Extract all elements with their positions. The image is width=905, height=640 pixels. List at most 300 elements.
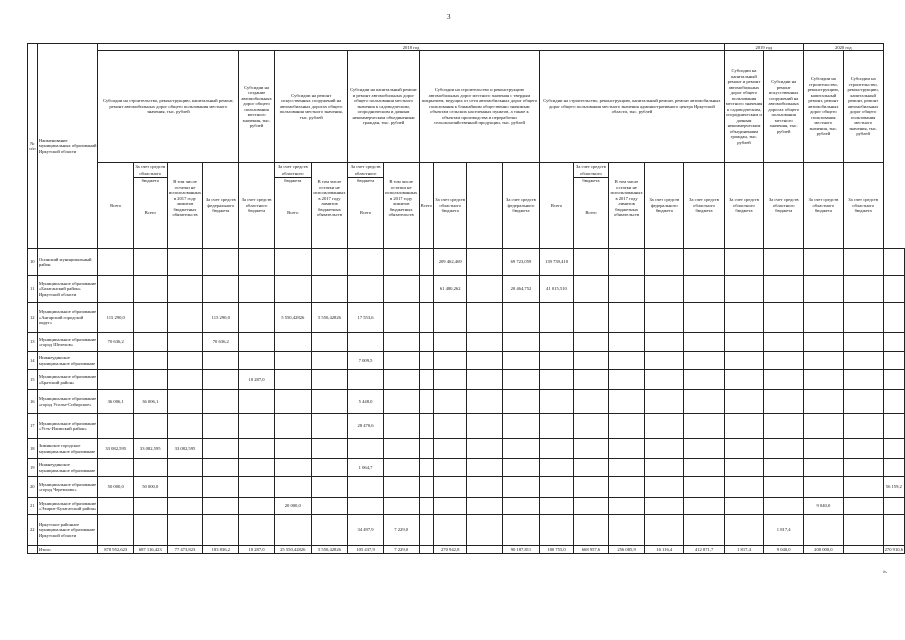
value-cell: [502, 390, 540, 414]
hdr-vtom: В том числе остатки не использованных в 2017 году лимитов бюджетных обязательств: [311, 163, 348, 249]
value-cell: [540, 459, 574, 477]
value-cell: [502, 459, 540, 477]
value-cell: [724, 477, 764, 498]
value-cell: [419, 515, 433, 546]
value-cell: [203, 459, 239, 477]
value-cell: [274, 515, 311, 546]
value-cell: [419, 276, 433, 303]
value-cell: [764, 498, 804, 515]
value-cell: [239, 477, 275, 498]
value-cell: [274, 276, 311, 303]
value-cell: [383, 276, 419, 303]
value-cell: [203, 276, 239, 303]
value-cell: [645, 370, 684, 390]
value-cell: [383, 352, 419, 370]
value-cell: [609, 515, 645, 546]
value-cell: [724, 390, 764, 414]
value-cell: [133, 303, 167, 333]
value-cell: [645, 333, 684, 352]
row-number: 11: [28, 276, 38, 303]
value-cell: [684, 333, 724, 352]
value-cell: [502, 414, 540, 439]
municipality-name: Муниципальное образование «Эхирит-Булагатский район»: [37, 498, 98, 515]
value-cell: [502, 303, 540, 333]
value-cell: [540, 370, 574, 390]
value-cell: [804, 459, 844, 477]
value-cell: 34 497,9: [348, 515, 383, 546]
value-cell: [883, 515, 904, 546]
value-cell: [573, 370, 608, 390]
value-cell: [883, 390, 904, 414]
value-cell: [609, 370, 645, 390]
municipality-name: Муниципальное образование «Ангарский городской округ»: [37, 303, 98, 333]
value-cell: [383, 439, 419, 459]
municipality-name: Иркутское районное муниципальное образование Иркутской области: [37, 515, 98, 546]
hdr-obl: За счет средств областного бюджета: [348, 163, 382, 178]
value-cell: [764, 439, 804, 459]
value-cell: 36 006,1: [133, 390, 167, 414]
value-cell: 256 085,9: [609, 546, 645, 554]
value-cell: [419, 459, 433, 477]
value-cell: [684, 370, 724, 390]
value-cell: [502, 515, 540, 546]
value-cell: [573, 515, 608, 546]
value-cell: 33 082,595: [167, 439, 203, 459]
value-cell: [804, 276, 844, 303]
value-cell: [311, 249, 348, 276]
hdr-vtom: В том числе остатки не использованных в 2017 году лимитов бюджетных обязательств: [383, 163, 419, 249]
value-cell: [311, 276, 348, 303]
value-cell: 9 040,0: [804, 498, 844, 515]
value-cell: 7 009,5: [348, 352, 383, 370]
value-cell: [239, 249, 275, 276]
value-cell: [419, 249, 433, 276]
header-cell-name: Наименование муниципальных образований Иркутской области: [37, 44, 98, 249]
value-cell: [433, 390, 467, 414]
value-cell: [540, 498, 574, 515]
value-cell: [98, 352, 133, 370]
value-cell: [645, 439, 684, 459]
value-cell: 1 817,4: [764, 515, 804, 546]
value-cell: [239, 390, 275, 414]
value-cell: [167, 333, 203, 352]
value-cell: [203, 370, 239, 390]
value-cell: [274, 352, 311, 370]
value-cell: [724, 370, 764, 390]
value-cell: [98, 459, 133, 477]
value-cell: [724, 439, 764, 459]
value-cell: [433, 414, 467, 439]
value-cell: [724, 459, 764, 477]
row-number: 18: [28, 439, 38, 459]
hdr-obl: За счет средств областного бюджета: [135, 164, 166, 183]
value-cell: [133, 498, 167, 515]
value-cell: [645, 390, 684, 414]
value-cell: [311, 414, 348, 439]
value-cell: [684, 390, 724, 414]
hdr-vsego: Всего: [419, 163, 433, 249]
value-cell: [540, 414, 574, 439]
value-cell: [167, 459, 203, 477]
value-cell: [274, 414, 311, 439]
row-number: 19: [28, 459, 38, 477]
row-number: 22: [28, 515, 38, 546]
value-cell: [645, 303, 684, 333]
value-cell: [239, 352, 275, 370]
value-cell: 25 550,42826: [274, 546, 311, 554]
total-row: [28, 546, 905, 554]
value-cell: 41 015,510: [540, 276, 574, 303]
value-cell: [348, 276, 383, 303]
value-cell: [804, 352, 844, 370]
value-cell: [573, 498, 608, 515]
value-cell: [609, 498, 645, 515]
value-cell: [133, 352, 167, 370]
value-cell: [609, 459, 645, 477]
value-cell: [684, 459, 724, 477]
value-cell: [883, 249, 904, 276]
value-cell: [419, 498, 433, 515]
hdr-obl: За счет средств областного бюджета: [843, 163, 883, 249]
header-year-2020: 2020 год: [804, 44, 884, 51]
header-group-2: Субсидии на создание автомобильных дорог общего пользования местного значения, тыс. рублей: [239, 51, 275, 163]
value-cell: [764, 303, 804, 333]
value-cell: [348, 498, 383, 515]
value-cell: [274, 477, 311, 498]
value-cell: [239, 333, 275, 352]
value-cell: 70 636,2: [203, 333, 239, 352]
value-cell: [383, 477, 419, 498]
municipality-name: Муниципальное образование «Усть-Илимский район»: [37, 414, 98, 439]
value-cell: [573, 414, 608, 439]
spacer-cell: [467, 459, 502, 477]
value-cell: [383, 414, 419, 439]
value-cell: [684, 303, 724, 333]
hdr-vsego: Всего: [144, 210, 156, 215]
municipality-name: Итого: [37, 546, 98, 554]
value-cell: [133, 333, 167, 352]
value-cell: [419, 477, 433, 498]
row-number: 14: [28, 352, 38, 370]
value-cell: [843, 459, 883, 477]
value-cell: [645, 515, 684, 546]
value-cell: [203, 249, 239, 276]
table-row: [28, 477, 905, 498]
value-cell: [573, 303, 608, 333]
value-cell: [239, 459, 275, 477]
value-cell: [383, 498, 419, 515]
value-cell: 16 116,4: [645, 546, 684, 554]
value-cell: [883, 370, 904, 390]
value-cell: 50 000,0: [133, 477, 167, 498]
value-cell: 5 448,0: [348, 390, 383, 414]
value-cell: 7 229,0: [383, 546, 419, 554]
value-cell: [609, 249, 645, 276]
value-cell: [540, 439, 574, 459]
value-cell: [274, 249, 311, 276]
value-cell: [311, 390, 348, 414]
value-cell: [609, 414, 645, 439]
value-cell: [167, 276, 203, 303]
value-cell: [433, 439, 467, 459]
value-cell: [274, 439, 311, 459]
spacer-cell: [467, 546, 502, 554]
value-cell: 270 942,8: [433, 546, 467, 554]
hdr-obl: За счет средств областного бюджета: [804, 163, 844, 249]
spacer-cell: [467, 303, 502, 333]
value-cell: [684, 439, 724, 459]
municipality-name: Муниципальное образование «город Усолье-Сибирское»: [37, 390, 98, 414]
hdr-sub: [133, 163, 167, 249]
value-cell: [804, 477, 844, 498]
value-cell: 180 755,0: [540, 546, 574, 554]
value-cell: [843, 414, 883, 439]
value-cell: [167, 390, 203, 414]
value-cell: [609, 333, 645, 352]
value-cell: [274, 459, 311, 477]
value-cell: [684, 477, 724, 498]
hdr-obl: За счет средств областного бюджета: [239, 163, 275, 249]
value-cell: [203, 439, 239, 459]
value-cell: [167, 414, 203, 439]
closing-mark: ».: [883, 569, 888, 575]
value-cell: [133, 370, 167, 390]
value-cell: [724, 333, 764, 352]
value-cell: 61 480,262: [433, 276, 467, 303]
value-cell: [645, 414, 684, 439]
value-cell: [804, 515, 844, 546]
value-cell: [609, 390, 645, 414]
value-cell: [843, 333, 883, 352]
value-cell: [883, 439, 904, 459]
spacer-cell: [467, 414, 502, 439]
value-cell: [433, 333, 467, 352]
value-cell: [502, 333, 540, 352]
value-cell: 10 287,0: [239, 546, 275, 554]
spacer-cell: [467, 333, 502, 352]
hdr-obl: За счет средств областного бюджета: [724, 163, 764, 249]
value-cell: [167, 352, 203, 370]
hdr-vsego: Всего: [540, 163, 574, 249]
value-cell: [433, 498, 467, 515]
value-cell: 139 739,410: [540, 249, 574, 276]
value-cell: [311, 459, 348, 477]
value-cell: [433, 303, 467, 333]
value-cell: 1 817,4: [724, 546, 764, 554]
value-cell: 20 464,752: [502, 276, 540, 303]
value-cell: [724, 498, 764, 515]
value-cell: [239, 276, 275, 303]
value-cell: 36 006,1: [98, 390, 133, 414]
hdr-obl: За счет средств областного бюджета: [574, 163, 608, 178]
value-cell: [645, 477, 684, 498]
table-row: [28, 498, 905, 515]
header-group-6: Субсидии на строительство, реконструкцию, капитальный ремонт, ремонт автомобильных дорог общего пользования местного значения административного центра Иркутской области, тыс. рублей: [540, 51, 724, 163]
page-number: 3: [447, 13, 451, 21]
value-cell: [645, 498, 684, 515]
value-cell: [684, 498, 724, 515]
value-cell: [433, 515, 467, 546]
row-number: 10: [28, 249, 38, 276]
value-cell: [311, 370, 348, 390]
value-cell: [274, 370, 311, 390]
value-cell: [203, 477, 239, 498]
value-cell: [348, 333, 383, 352]
value-cell: [540, 333, 574, 352]
value-cell: [573, 390, 608, 414]
value-cell: 200 000,0: [804, 546, 844, 554]
value-cell: [540, 477, 574, 498]
subsidy-table: [27, 43, 905, 554]
value-cell: [540, 352, 574, 370]
value-cell: [684, 249, 724, 276]
row-number: 15: [28, 370, 38, 390]
hdr-vsego: Всего: [98, 163, 133, 249]
value-cell: [167, 370, 203, 390]
value-cell: [609, 276, 645, 303]
value-cell: [383, 303, 419, 333]
header-group-8: Субсидии на ремонт искусственных сооружений на автомобильных дорогах общего пользования местного значения, тыс. рублей: [764, 51, 804, 163]
hdr-sub: [274, 163, 311, 249]
header-group-9: Субсидии на строительство, реконструкцию, капитальный ремонт, ремонт автомобильных дорог общего пользования местного значения, тыс. рублей: [804, 51, 844, 163]
header-group-5: Субсидии на строительство и реконструкцию автомобильных дорог местного значения с твердым покрытием, ведущих от сети автомобильных дорог общего пользования к ближайшим общественно значимым объектам сельских населенных пунктов, а также к объектам производства и переработки сельскохозяйственной продукции, тыс. рублей: [419, 51, 540, 163]
value-cell: [883, 333, 904, 352]
value-cell: 412 871,7: [684, 546, 724, 554]
value-cell: [383, 370, 419, 390]
value-cell: [502, 477, 540, 498]
header-group-3: Субсидии на ремонт искусственных сооружений на автомобильных дорогах общего пользования местного значения, тыс. рублей: [274, 51, 347, 163]
value-cell: [167, 498, 203, 515]
value-cell: [645, 276, 684, 303]
value-cell: [843, 477, 883, 498]
value-cell: [804, 249, 844, 276]
value-cell: [645, 352, 684, 370]
value-cell: 17 553,6: [348, 303, 383, 333]
value-cell: [239, 498, 275, 515]
value-cell: [645, 459, 684, 477]
value-cell: [724, 515, 764, 546]
value-cell: [419, 303, 433, 333]
value-cell: [804, 390, 844, 414]
value-cell: [843, 370, 883, 390]
value-cell: [843, 390, 883, 414]
value-cell: [419, 390, 433, 414]
value-cell: [502, 439, 540, 459]
value-cell: [764, 477, 804, 498]
value-cell: [883, 352, 904, 370]
hdr-vsego: Всего: [585, 210, 597, 215]
municipality-name: Муниципальное образование «Балаганский район» Иркутской области: [37, 276, 98, 303]
hdr-fed: За счет средств федерального бюджета: [645, 163, 684, 249]
value-cell: [609, 477, 645, 498]
value-cell: 7 229,0: [383, 515, 419, 546]
value-cell: 5 550,42826: [311, 546, 348, 554]
value-cell: [684, 276, 724, 303]
value-cell: 33 082,595: [133, 439, 167, 459]
value-cell: 5 550,42826: [274, 303, 311, 333]
row-number: [28, 546, 38, 554]
value-cell: [311, 439, 348, 459]
value-cell: [764, 390, 804, 414]
value-cell: [98, 414, 133, 439]
spacer-cell: [467, 477, 502, 498]
value-cell: [573, 439, 608, 459]
hdr-sub: [573, 163, 608, 249]
value-cell: [419, 352, 433, 370]
value-cell: [843, 515, 883, 546]
row-number: 20: [28, 477, 38, 498]
value-cell: [133, 249, 167, 276]
hdr-fed: За счет средств федерального бюджета: [203, 163, 239, 249]
spacer-cell: [467, 439, 502, 459]
spacer-cell: [467, 276, 502, 303]
value-cell: [133, 414, 167, 439]
value-cell: [348, 477, 383, 498]
value-cell: [419, 333, 433, 352]
value-cell: [883, 414, 904, 439]
value-cell: [203, 515, 239, 546]
table-row: [28, 459, 905, 477]
value-cell: [133, 459, 167, 477]
value-cell: [573, 249, 608, 276]
value-cell: [383, 459, 419, 477]
header-year-2018: 2018 год: [98, 44, 724, 51]
value-cell: [311, 515, 348, 546]
value-cell: [133, 515, 167, 546]
value-cell: [883, 276, 904, 303]
value-cell: [203, 352, 239, 370]
value-cell: [419, 439, 433, 459]
hdr-vtom: В том числе остатки не использованных в 2017 году лимитов бюджетных обязательств: [609, 163, 645, 249]
hdr-obl: За счет средств областного бюджета: [684, 163, 724, 249]
value-cell: [239, 414, 275, 439]
value-cell: [684, 414, 724, 439]
value-cell: [419, 370, 433, 390]
value-cell: [203, 498, 239, 515]
table-row: [28, 276, 905, 303]
value-cell: [433, 459, 467, 477]
value-cell: [383, 333, 419, 352]
value-cell: 183 836,2: [203, 546, 239, 554]
value-cell: [764, 459, 804, 477]
value-cell: 70 636,2: [98, 333, 133, 352]
spacer-cell: [467, 515, 502, 546]
value-cell: 20 000,0: [274, 498, 311, 515]
hdr-fed: За счет средств федерального бюджета: [502, 163, 540, 249]
table-row: [28, 333, 905, 352]
value-cell: [502, 498, 540, 515]
hdr-vsego: Всего: [287, 210, 299, 215]
value-cell: 687 116,423: [133, 546, 167, 554]
value-cell: [540, 390, 574, 414]
value-cell: [98, 249, 133, 276]
value-cell: [203, 390, 239, 414]
value-cell: [724, 414, 764, 439]
value-cell: [98, 276, 133, 303]
value-cell: [167, 515, 203, 546]
row-number: 21: [28, 498, 38, 515]
value-cell: [684, 352, 724, 370]
table-row: [28, 515, 905, 546]
municipality-name: Осинский муниципальный район: [37, 249, 98, 276]
value-cell: [419, 546, 433, 554]
hdr-obl: За счет средств областного бюджета: [764, 163, 804, 249]
value-cell: 28 470,6: [348, 414, 383, 439]
value-cell: [843, 276, 883, 303]
value-cell: [274, 333, 311, 352]
value-cell: [883, 459, 904, 477]
value-cell: [433, 352, 467, 370]
